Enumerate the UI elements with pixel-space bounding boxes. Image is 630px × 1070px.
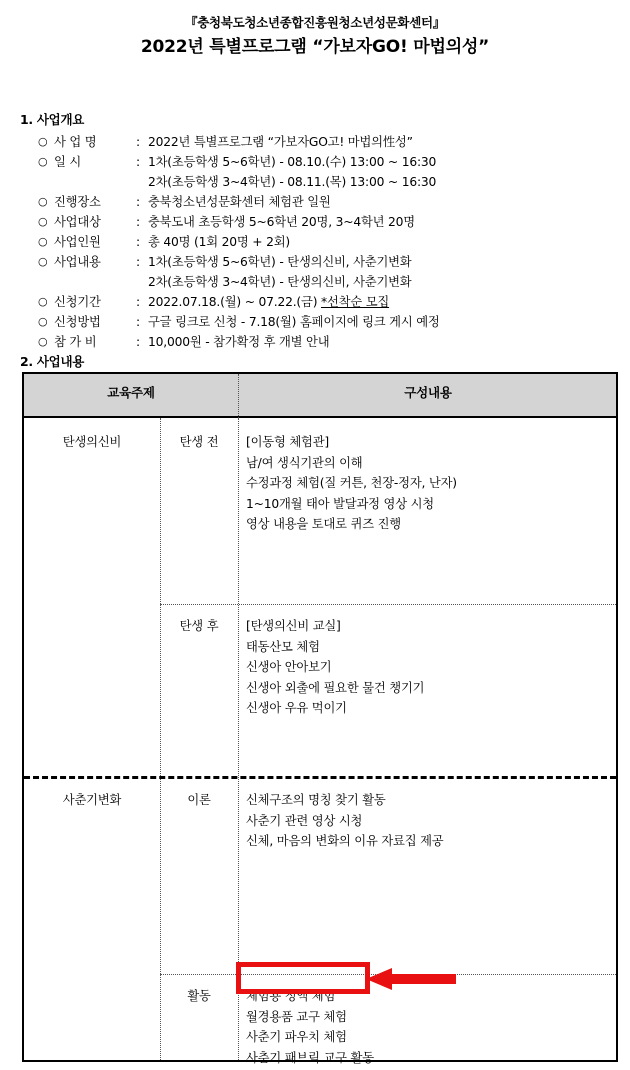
list-item: [38, 252, 618, 272]
detail-line: 신생아 안아보기: [246, 660, 332, 674]
detail-line: 남/여 생식기관의 이해: [246, 455, 363, 470]
overview-colon: :: [136, 135, 140, 149]
stage-label: 활동: [187, 989, 211, 1003]
stage-label: 탄생 후: [179, 619, 219, 633]
section-heading-overview: 1. 사업개요: [20, 112, 84, 127]
overview-value-continued: 2차(초등학생 3~4학년) - 탄생의신비, 사춘기변화: [148, 275, 412, 289]
list-item: [38, 232, 618, 252]
overview-value: [148, 292, 618, 312]
overview-value: 10,000원 - 참가확정 후 개별 안내: [148, 335, 330, 349]
overview-label: 사 업 명: [54, 135, 97, 149]
topic-label: 탄생의신비: [62, 435, 122, 449]
overview-value-continued: 2차(초등학생 3~4학년) - 08.11.(목) 13:00 ~ 16:30: [148, 175, 437, 189]
list-item: [38, 192, 618, 212]
detail-line: 월경용품 교구 체험: [246, 1009, 347, 1024]
column-divider-topic: [160, 418, 161, 1060]
table-header-row: [24, 374, 616, 418]
document-title-block: [0, 14, 630, 60]
detail-line: 사춘기 패브릭 교구 활동: [246, 1050, 374, 1065]
detail-line: 사춘기 관련 영상 시청: [246, 813, 363, 828]
section-divider: [24, 776, 616, 779]
overview-value: 충북도내 초등학생 5~6학년 20명, 3~4학년 20명: [148, 215, 415, 229]
program-content-table: [22, 372, 618, 1065]
overview-colon: :: [136, 155, 140, 169]
detail-line: 신체, 마음의 변화의 이유 자료집 제공: [246, 834, 444, 848]
detail-line: 영상 내용을 토대로 퀴즈 진행: [246, 517, 401, 531]
overview-value: 총 40명 (1회 20명 + 2회): [148, 235, 290, 249]
bullet-icon: ○: [38, 195, 48, 208]
overview-value: 2022년 특별프로그램 “가보자GO고! 마법의性성”: [148, 135, 413, 149]
header-column-divider: [238, 374, 239, 418]
detail-list: [246, 986, 616, 1068]
overview-colon: :: [136, 295, 140, 309]
stage-label: 탄생 전: [179, 435, 219, 449]
indent-spacer: [38, 272, 148, 292]
overview-label: 진행장소: [54, 195, 101, 209]
column-header-subject: 교육주제: [107, 385, 155, 400]
section-heading-content: 2. 사업내용: [20, 354, 84, 369]
overview-colon: :: [136, 335, 140, 349]
detail-list: [246, 616, 616, 719]
detail-line: [탄생의신비 교실]: [246, 619, 341, 633]
page-title: 2022년 특별프로그램 “가보자GO! 마법의성”: [140, 37, 490, 57]
list-item: [38, 152, 618, 172]
indent-spacer: [38, 172, 148, 192]
highlight-box: [236, 962, 370, 994]
overview-list: [38, 132, 618, 352]
table-row: [24, 790, 160, 811]
detail-line: [이동형 체험관]: [246, 435, 329, 449]
detail-line: 태동산모 체험: [246, 639, 320, 654]
detail-line: 수정과정 체험(질 커튼, 천장-정자, 난자): [246, 476, 457, 490]
detail-line: 사춘기 파우치 체험: [246, 1030, 347, 1044]
row-divider-1: [160, 604, 616, 605]
column-header-content: 구성내용: [404, 385, 452, 400]
detail-line: 신생아 우유 먹이기: [246, 701, 347, 715]
overview-colon: :: [136, 255, 140, 269]
overview-label: 참 가 비: [54, 335, 97, 349]
detail-list: [246, 790, 616, 852]
list-item-continuation: [38, 272, 618, 292]
detail-line: 신체구조의 명칭 찾기 활동: [246, 793, 386, 807]
stage-label: 이론: [187, 793, 211, 807]
first-come-notice: *선착순 모집: [321, 295, 390, 309]
table-row: [24, 432, 160, 453]
list-item: [38, 132, 618, 152]
overview-value: 충북청소년성문화센터 체험관 일원: [148, 195, 331, 209]
list-item: [38, 292, 618, 312]
list-item: [38, 332, 618, 352]
overview-colon: :: [136, 215, 140, 229]
overview-label: 사업인원: [54, 235, 101, 249]
detail-list: [246, 432, 616, 535]
list-item: [38, 312, 618, 332]
overview-colon: :: [136, 195, 140, 209]
overview-value: 1차(초등학생 5~6학년) - 탄생의신비, 사춘기변화: [148, 255, 412, 269]
overview-value: 구글 링크로 신청 - 7.18(월) 홈페이지에 링크 게시 예정: [148, 315, 440, 329]
document-subtitle: 『충청북도청소년종합진흥원청소년성문화센터』: [185, 15, 445, 30]
detail-line: 1~10개월 태아 발달과정 영상 시청: [246, 496, 434, 511]
red-arrow-icon: [366, 968, 456, 990]
bullet-icon: ○: [38, 215, 48, 228]
overview-label: 신청기간: [54, 295, 101, 309]
overview-colon: :: [136, 315, 140, 329]
overview-value: 1차(초등학생 5~6학년) - 08.10.(수) 13:00 ~ 16:30: [148, 155, 437, 169]
list-item-continuation: [38, 172, 618, 192]
list-item: [38, 212, 618, 232]
bullet-icon: ○: [38, 255, 48, 268]
overview-label: 사업내용: [54, 255, 101, 269]
overview-colon: :: [136, 235, 140, 249]
bullet-icon: ○: [38, 315, 48, 328]
detail-line: 신생아 외출에 필요한 물건 챙기기: [246, 680, 425, 695]
bullet-icon: ○: [38, 235, 48, 248]
application-period-text: 2022.07.18.(월) ~ 07.22.(금): [148, 295, 322, 309]
topic-label: 사춘기변화: [62, 793, 122, 807]
bullet-icon: ○: [38, 155, 48, 168]
overview-label: 사업대상: [54, 215, 101, 229]
detail-line-highlighted: 체험용 정액 체험: [246, 989, 336, 1003]
bullet-icon: ○: [38, 295, 48, 308]
overview-label: 일 시: [54, 155, 82, 169]
bullet-icon: ○: [38, 335, 48, 348]
bullet-icon: ○: [38, 135, 48, 148]
overview-label: 신청방법: [54, 315, 101, 329]
